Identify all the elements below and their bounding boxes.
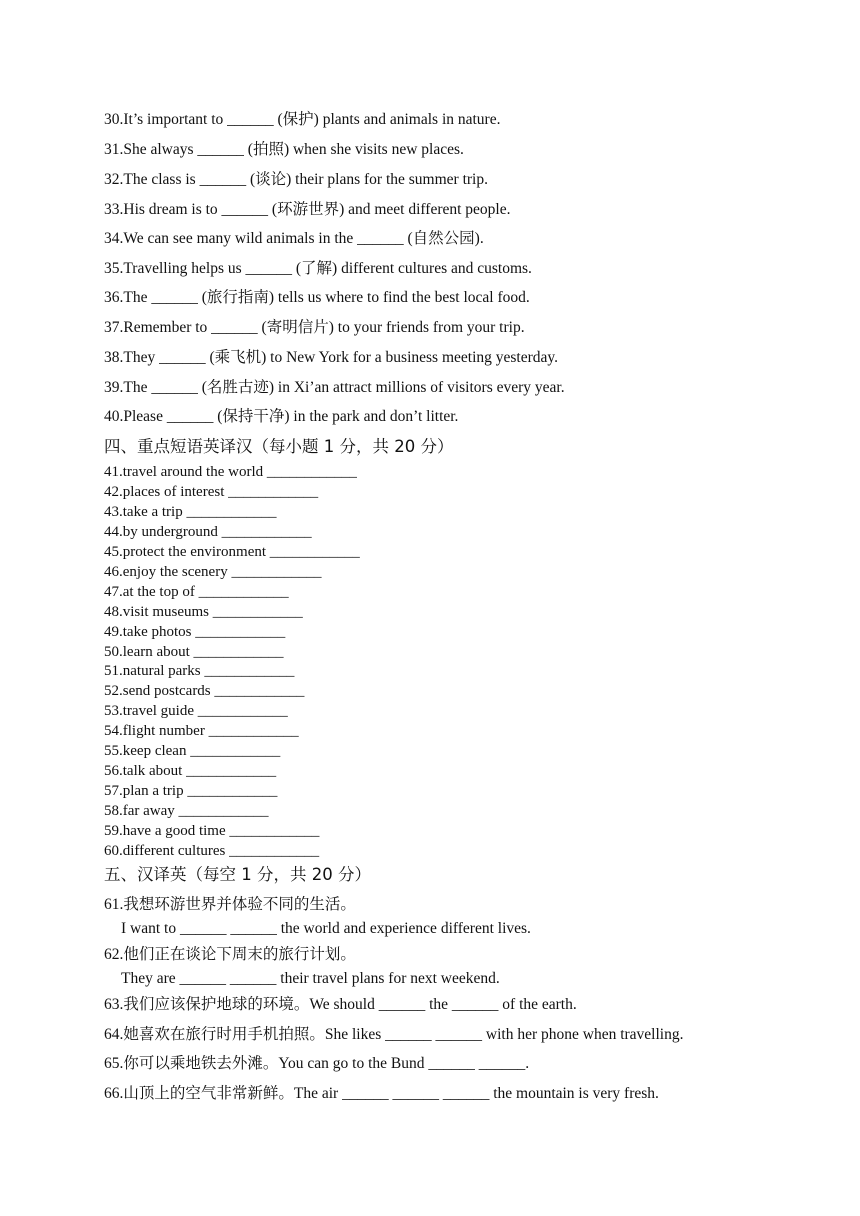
phrase-47: 47.at the top of ____________ — [104, 584, 289, 600]
question-64: 64.她喜欢在旅行时用手机拍照。She likes ______ ______ with her phone when travelling. — [104, 1026, 684, 1043]
question-30: 30.It’s important to ______ (保护) plants and animals in nature. — [104, 111, 501, 128]
phrase-57: 57.plan a trip ____________ — [104, 783, 278, 799]
question-40: 40.Please ______ (保持干净) in the park and don’t litter. — [104, 408, 459, 425]
section-5-heading: 五、汉译英（每空 1 分，共 20 分） — [104, 865, 371, 884]
phrase-50: 50.learn about ____________ — [104, 644, 284, 660]
question-35: 35.Travelling helps us ______ (了解) different cultures and customs. — [104, 260, 532, 277]
phrase-43: 43.take a trip ____________ — [104, 504, 277, 520]
question-65: 65.你可以乘地铁去外滩。You can go to the Bund ______ ______. — [104, 1055, 530, 1072]
question-66: 66.山顶上的空气非常新鲜。The air ______ ______ ______ the mountain is very fresh. — [104, 1085, 659, 1102]
question-38: 38.They ______ (乘飞机) to New York for a business meeting yesterday. — [104, 349, 559, 366]
phrase-44: 44.by underground ____________ — [104, 524, 312, 540]
phrase-53: 53.travel guide ____________ — [104, 703, 288, 719]
phrase-55: 55.keep clean ____________ — [104, 743, 281, 759]
question-31: 31.She always ______ (拍照) when she visits new places. — [104, 141, 464, 158]
question-37: 37.Remember to ______ (寄明信片) to your friends from your trip. — [104, 319, 525, 336]
question-62-prompt: 62.他们正在谈论下周末的旅行计划。 — [104, 946, 356, 963]
question-63: 63.我们应该保护地球的环境。We should ______ the ______ of the earth. — [104, 996, 577, 1013]
phrase-49: 49.take photos ____________ — [104, 624, 286, 640]
question-36: 36.The ______ (旅行指南) tells us where to find the best local food. — [104, 289, 530, 306]
phrase-56: 56.talk about ____________ — [104, 763, 277, 779]
phrase-54: 54.flight number ____________ — [104, 723, 299, 739]
question-62-answer: They are ______ ______ their travel plans for next weekend. — [121, 970, 500, 987]
phrase-58: 58.far away ____________ — [104, 803, 269, 819]
phrase-42: 42.places of interest ____________ — [104, 484, 319, 500]
section-4-heading: 四、重点短语英译汉（每小题 1 分，共 20 分） — [104, 437, 454, 456]
question-34: 34.We can see many wild animals in the ______ (自然公园). — [104, 230, 484, 247]
phrase-52: 52.send postcards ____________ — [104, 683, 305, 699]
question-33: 33.His dream is to ______ (环游世界) and meet different people. — [104, 201, 511, 218]
question-32: 32.The class is ______ (谈论) their plans for the summer trip. — [104, 171, 488, 188]
question-39: 39.The ______ (名胜古迹) in Xi’an attract millions of visitors every year. — [104, 379, 565, 396]
phrase-48: 48.visit museums ____________ — [104, 604, 303, 620]
phrase-60: 60.different cultures ____________ — [104, 843, 320, 859]
phrase-45: 45.protect the environment ____________ — [104, 544, 360, 560]
phrase-46: 46.enjoy the scenery ____________ — [104, 564, 322, 580]
phrase-59: 59.have a good time ____________ — [104, 823, 320, 839]
question-61-answer: I want to ______ ______ the world and experience different lives. — [121, 920, 531, 937]
phrase-51: 51.natural parks ____________ — [104, 663, 295, 679]
phrase-41: 41.travel around the world ____________ — [104, 464, 357, 480]
question-61-prompt: 61.我想环游世界并体验不同的生活。 — [104, 896, 356, 913]
